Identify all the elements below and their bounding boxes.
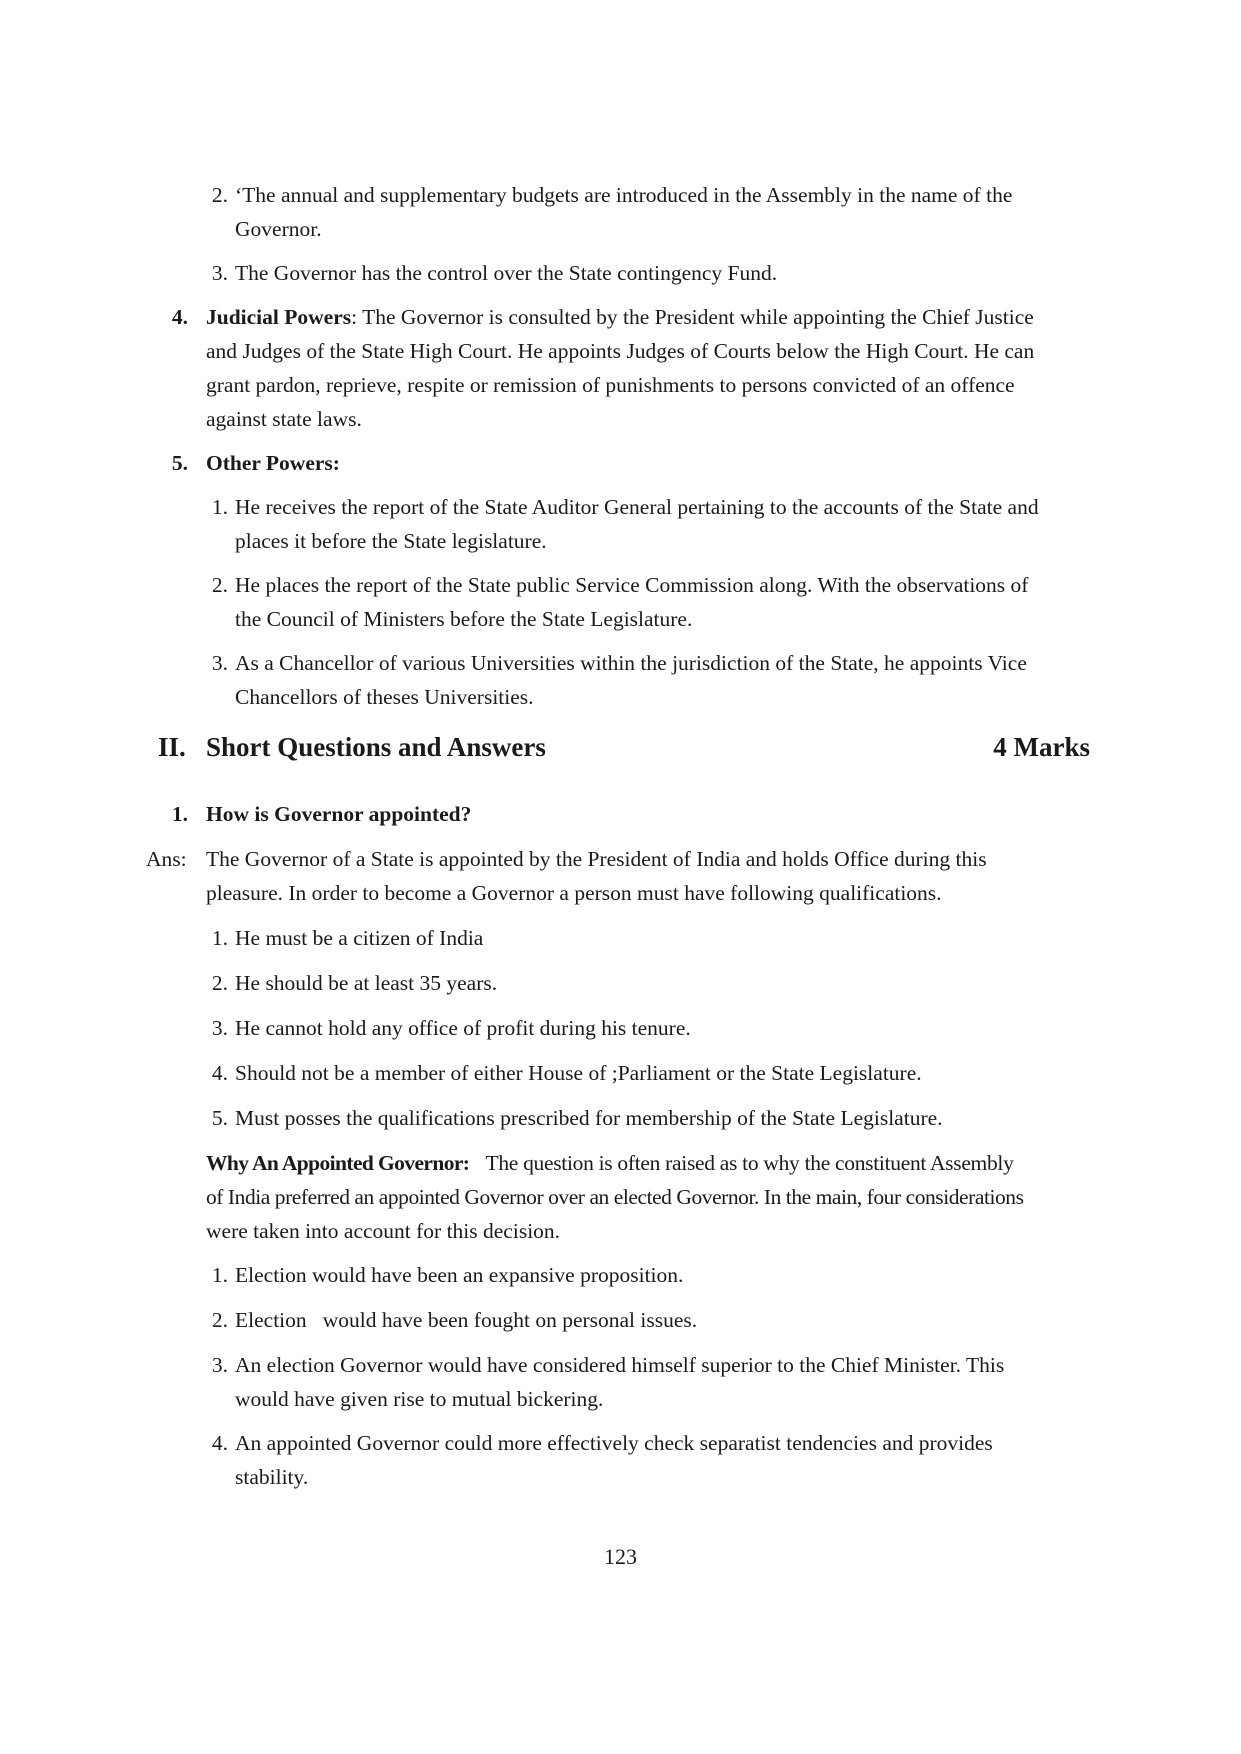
why-item-3-line-1: An election Governor would have considered himself superior to the Chief Minister. This: [235, 1353, 1005, 1377]
answer-label: Ans:: [146, 847, 187, 871]
list-number: 2.: [211, 1308, 228, 1332]
other-item-1-line-1: He receives the report of the State Auditor General pertaining to the accounts of the State and: [235, 495, 1039, 519]
list-number: 1.: [211, 495, 228, 519]
why-item-3-line-2: would have given rise to mutual bickering.: [235, 1387, 604, 1411]
list-number: 3.: [211, 651, 228, 675]
budget-item-3-line-1: The Governor has the control over the State contingency Fund.: [235, 261, 778, 285]
why-item-4-line-1: An appointed Governor could more effectively check separatist tendencies and provides: [235, 1431, 993, 1455]
list-number: 2.: [211, 183, 228, 207]
judicial-text-line-1: : The Governor is consulted by the President while appointing the Chief Justice: [351, 305, 1034, 329]
why-text-line-3: were taken into account for this decision.: [206, 1219, 561, 1243]
list-number: 2.: [211, 971, 228, 995]
list-number: 3.: [211, 1016, 228, 1040]
answer-line-2: pleasure. In order to become a Governor a person must have following qualifications.: [206, 881, 942, 905]
judicial-text-line-4: against state laws.: [206, 407, 362, 431]
why-item-4-line-2: stability.: [235, 1465, 309, 1489]
other-item-2-line-1: He places the report of the State public Service Commission along. With the observations of: [235, 573, 1029, 597]
other-number: 5.: [171, 451, 188, 475]
judicial-title: Judicial Powers: [206, 305, 352, 329]
why-item-2: Election would have been fought on personal issues.: [235, 1308, 698, 1332]
qualification-item: He cannot hold any office of profit during his tenure.: [235, 1016, 691, 1040]
why-first-line: [206, 1146, 1014, 1180]
list-number: 5.: [211, 1106, 228, 1130]
why-text-line-2: of India preferred an appointed Governor over an elected Governor. In the main, four considerations: [206, 1185, 1024, 1209]
list-number: 1.: [211, 1263, 228, 1287]
why-title: Why An Appointed Governor:: [206, 1151, 470, 1175]
answer-line-1: The Governor of a State is appointed by the President of India and holds Office during this: [206, 847, 987, 871]
budget-item-2-line-1: ‘The annual and supplementary budgets are introduced in the Assembly in the name of the: [235, 183, 1013, 207]
section-title: Short Questions and Answers: [206, 732, 546, 762]
why-item-1: Election would have been an expansive proposition.: [235, 1263, 684, 1287]
list-number: 3.: [211, 261, 228, 285]
budget-item-2-line-2: Governor.: [235, 217, 322, 241]
judicial-first-line: [206, 300, 1034, 334]
qualification-item: Should not be a member of either House of ;Parliament or the State Legislature.: [235, 1061, 922, 1085]
list-number: 3.: [211, 1353, 228, 1377]
other-item-3-line-1: As a Chancellor of various Universities within the jurisdiction of the State, he appoints Vice: [235, 651, 1027, 675]
other-item-1-line-2: places it before the State legislature.: [235, 529, 547, 553]
page-number: 123: [604, 1544, 637, 1569]
judicial-text-line-3: grant pardon, reprieve, respite or remission of punishments to persons convicted of an offence: [206, 373, 1015, 397]
list-number: 2.: [211, 573, 228, 597]
other-item-2-line-2: the Council of Ministers before the State Legislature.: [235, 607, 693, 631]
qualification-item: He must be a citizen of India: [235, 926, 484, 950]
why-text-line-1: The question is often raised as to why the constituent Assembly: [485, 1151, 1014, 1175]
qualification-item: Must posses the qualifications prescribed for membership of the State Legislature.: [235, 1106, 943, 1130]
question-number: 1.: [171, 802, 188, 826]
other-title: Other Powers:: [206, 451, 340, 475]
list-number: 1.: [211, 926, 228, 950]
section-marks: 4 Marks: [993, 732, 1090, 762]
qualification-item: He should be at least 35 years.: [235, 971, 498, 995]
section-number: II.: [158, 732, 186, 762]
judicial-number: 4.: [171, 305, 188, 329]
other-item-3-line-2: Chancellors of theses Universities.: [235, 685, 534, 709]
list-number: 4.: [211, 1431, 228, 1455]
list-number: 4.: [211, 1061, 228, 1085]
question-text: How is Governor appointed?: [206, 802, 472, 826]
judicial-text-line-2: and Judges of the State High Court. He appoints Judges of Courts below the High Court. He can: [206, 339, 1035, 363]
